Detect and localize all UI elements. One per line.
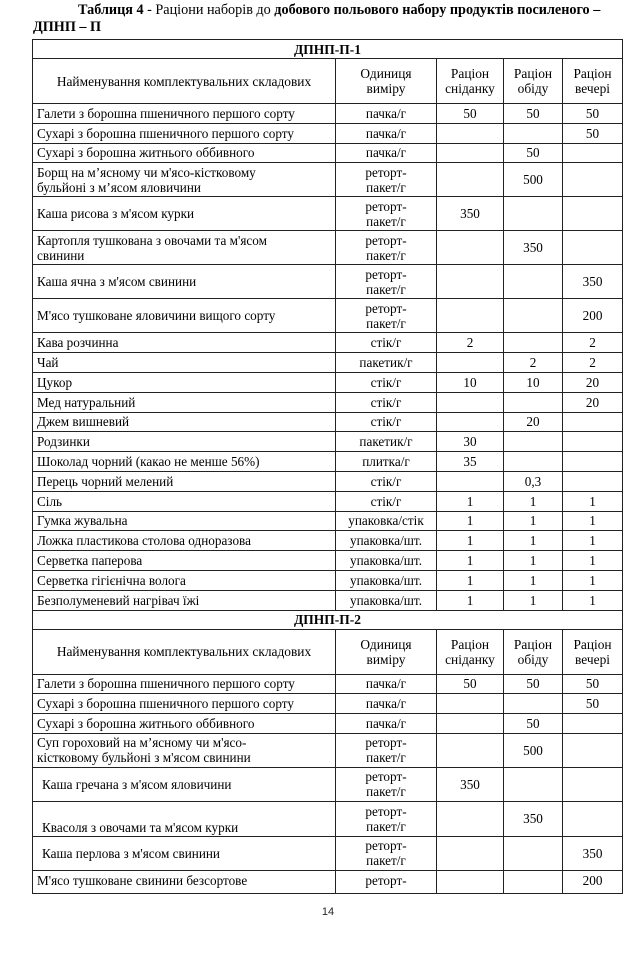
cell-lunch: [504, 265, 563, 299]
cell-unit-line2: пакет/г: [366, 247, 406, 263]
cell-unit: [336, 163, 437, 197]
cell-dinner: [563, 231, 623, 265]
cell-lunch: 10: [504, 372, 563, 392]
cell-name-text: Кава розчинна: [37, 335, 119, 351]
header-lunch-line1: Раціон: [513, 66, 553, 81]
table-row: [33, 733, 623, 767]
table-row: [33, 570, 623, 590]
cell-dinner: 50: [563, 123, 623, 143]
table-row: [33, 694, 623, 714]
cell-name-text: Безполуменевий нагрівач їжі: [37, 592, 200, 608]
header-unit-line1: Одиниця: [360, 636, 412, 652]
cell-unit-text: упаковка/шт.: [349, 533, 422, 549]
cell-lunch: 20: [504, 412, 563, 432]
cell-name: [33, 733, 336, 767]
cell-lunch: 500: [504, 733, 563, 767]
cell-name-text: Каша ячна з м'ясом свинини: [37, 274, 197, 290]
table-row: [33, 432, 623, 452]
cell-name: [33, 801, 336, 836]
cell-unit-text: стік/г: [370, 414, 402, 430]
cell-lunch: 1: [504, 511, 563, 531]
cell-unit-text: стік/г: [370, 493, 402, 509]
cell-lunch: 1: [504, 491, 563, 511]
cell-dinner: 2: [563, 333, 623, 353]
table-row: [33, 870, 623, 893]
cell-lunch: 1: [504, 531, 563, 551]
table-row: [33, 511, 623, 531]
table-row: [33, 767, 623, 801]
cell-unit-text: пачка/г: [365, 105, 407, 121]
cell-unit-line2: пакет/г: [366, 179, 406, 195]
cell-dinner: 20: [563, 392, 623, 412]
cell-dinner: [563, 471, 623, 491]
header-breakfast-line1: Раціон: [450, 636, 490, 652]
caption-text: Раціони наборів до: [155, 2, 275, 18]
cell-dinner: 50: [563, 674, 623, 694]
cell-breakfast: 2: [437, 333, 504, 353]
cell-name-text: Каша рисова з м'ясом курки: [37, 206, 195, 222]
cell-unit: [336, 801, 437, 836]
cell-breakfast: 30: [437, 432, 504, 452]
cell-unit: [336, 531, 437, 551]
cell-unit-text: стік/г: [370, 394, 402, 410]
cell-unit-line2: пакет/г: [366, 853, 406, 869]
cell-lunch: 2: [504, 353, 563, 373]
cell-name-text: М'ясо тушковане свинини безсортове: [37, 872, 248, 888]
cell-unit: [336, 870, 437, 893]
cell-lunch: 500: [504, 163, 563, 197]
cell-dinner: 350: [563, 265, 623, 299]
table-row: [33, 231, 623, 265]
cell-unit-text: пачка/г: [365, 145, 407, 161]
cell-lunch: [504, 392, 563, 412]
column-header-row: [33, 59, 623, 104]
cell-name-text: М'ясо тушковане яловичини вищого сорту: [37, 308, 276, 324]
table-row: [33, 333, 623, 353]
cell-lunch: [504, 123, 563, 143]
cell-name-text: Каша перлова з м'ясом свинини: [42, 845, 220, 861]
cell-dinner: 1: [563, 531, 623, 551]
cell-name: [33, 870, 336, 893]
header-name: [33, 59, 336, 104]
cell-name: [33, 767, 336, 801]
cell-unit-line2: пакет/г: [366, 281, 406, 297]
cell-breakfast: [437, 836, 504, 870]
header-breakfast: [437, 59, 504, 104]
cell-name-text: Сухарі з борошна житнього оббивного: [37, 716, 255, 732]
cell-lunch: 1: [504, 590, 563, 610]
cell-name: [33, 511, 336, 531]
cell-unit: [336, 674, 437, 694]
cell-breakfast: 50: [437, 104, 504, 124]
table-row: [33, 143, 623, 163]
cell-name-line2: бульйоні з м’ясом яловичини: [37, 179, 201, 195]
cell-dinner: [563, 163, 623, 197]
cell-unit: [336, 551, 437, 571]
header-unit: [336, 629, 437, 674]
header-dinner-line2: вечері: [575, 81, 610, 96]
cell-unit-line1: реторт-: [365, 838, 407, 854]
cell-dinner: [563, 432, 623, 452]
cell-breakfast: [437, 471, 504, 491]
cell-unit-line2: пакет/г: [366, 315, 406, 331]
header-dinner: [563, 629, 623, 674]
header-lunch: [504, 59, 563, 104]
cell-dinner: 1: [563, 551, 623, 571]
cell-unit-text: пачка/г: [365, 676, 407, 692]
cell-name-line2: свинини: [37, 247, 85, 263]
cell-dinner: 20: [563, 372, 623, 392]
cell-unit: [336, 767, 437, 801]
table-row: [33, 674, 623, 694]
cell-unit: [336, 197, 437, 231]
table-row: [33, 801, 623, 836]
section-title: ДПНП-П-2: [33, 610, 623, 629]
table-row: [33, 197, 623, 231]
cell-breakfast: [437, 870, 504, 893]
header-lunch-line2: обіду: [517, 651, 549, 667]
section-title: ДПНП-П-1: [33, 40, 623, 59]
cell-dinner: 1: [563, 590, 623, 610]
cell-breakfast: [437, 714, 504, 734]
table-row: [33, 452, 623, 472]
cell-name-text: Шоколад чорний (какао не менше 56%): [37, 454, 260, 470]
cell-name-text: Гумка жувальна: [37, 513, 128, 529]
cell-breakfast: [437, 299, 504, 333]
cell-unit: [336, 836, 437, 870]
cell-name: [33, 265, 336, 299]
cell-dinner: 200: [563, 299, 623, 333]
cell-unit: [336, 299, 437, 333]
cell-unit: [336, 333, 437, 353]
cell-breakfast: [437, 265, 504, 299]
cell-name-text: Сухарі з борошна пшеничного першого сорту: [37, 696, 294, 712]
cell-lunch: 1: [504, 570, 563, 590]
header-unit-line1: Одиниця: [360, 66, 412, 81]
cell-unit-text: стік/г: [370, 335, 402, 351]
cell-name-text: Сухарі з борошна житнього оббивного: [37, 145, 255, 161]
cell-name: [33, 333, 336, 353]
cell-name-text: Ложка пластикова столова одноразова: [37, 533, 251, 549]
cell-unit-line1: реторт-: [365, 198, 407, 214]
table-row: [33, 412, 623, 432]
cell-lunch: [504, 299, 563, 333]
cell-breakfast: [437, 163, 504, 197]
cell-name-line1: Картопля тушкована з овочами та м'ясом: [37, 232, 267, 248]
cell-breakfast: 1: [437, 491, 504, 511]
cell-unit-line1: реторт-: [365, 769, 407, 785]
cell-breakfast: [437, 733, 504, 767]
cell-lunch: [504, 333, 563, 353]
table-row: [33, 392, 623, 412]
cell-breakfast: [437, 694, 504, 714]
header-unit: [336, 59, 437, 104]
table-row: [33, 353, 623, 373]
cell-unit-text: упаковка/шт.: [349, 592, 422, 608]
table-row: [33, 590, 623, 610]
cell-unit: [336, 231, 437, 265]
cell-unit-text: упаковка/стік: [348, 513, 424, 529]
table-row: [33, 491, 623, 511]
cell-name: [33, 143, 336, 163]
header-dinner: [563, 59, 623, 104]
cell-lunch: [504, 432, 563, 452]
cell-dinner: 1: [563, 570, 623, 590]
cell-dinner: [563, 412, 623, 432]
column-header-row: [33, 629, 623, 674]
cell-unit: [336, 733, 437, 767]
cell-name: [33, 570, 336, 590]
cell-lunch: 0,3: [504, 471, 563, 491]
cell-name-text: Галети з борошна пшеничного першого сорту: [37, 676, 295, 692]
cell-breakfast: 10: [437, 372, 504, 392]
cell-unit-text: упаковка/шт.: [349, 572, 422, 588]
caption-label: Таблиця 4: [78, 2, 144, 18]
cell-dinner: [563, 767, 623, 801]
cell-unit: [336, 265, 437, 299]
cell-unit-line1: реторт-: [365, 232, 407, 248]
header-dinner-line2: вечері: [575, 651, 610, 667]
table-row: [33, 836, 623, 870]
cell-unit: [336, 511, 437, 531]
cell-lunch: 50: [504, 104, 563, 124]
cell-lunch: 50: [504, 674, 563, 694]
header-breakfast-line2: сніданку: [445, 81, 495, 96]
section-title-row: [33, 40, 623, 59]
cell-unit-line1: реторт-: [365, 300, 407, 316]
cell-name: [33, 491, 336, 511]
cell-unit-text: пакетик/г: [359, 355, 413, 371]
header-lunch-line2: обіду: [517, 81, 549, 96]
table-row: [33, 551, 623, 571]
cell-unit: [336, 353, 437, 373]
cell-dinner: 1: [563, 511, 623, 531]
cell-breakfast: 1: [437, 551, 504, 571]
cell-lunch: 1: [504, 551, 563, 571]
cell-unit-text: стік/г: [370, 473, 402, 489]
header-unit-line2: виміру: [366, 651, 406, 667]
cell-lunch: 50: [504, 714, 563, 734]
cell-name-line1: Суп гороховий на м’ясному чи м'ясо-: [37, 735, 247, 751]
cell-lunch: 350: [504, 801, 563, 836]
cell-name-text: Квасоля з овочами та м'ясом курки: [42, 819, 239, 835]
cell-breakfast: 1: [437, 570, 504, 590]
cell-name-text: Цукор: [37, 374, 73, 390]
cell-unit: [336, 432, 437, 452]
cell-lunch: [504, 197, 563, 231]
cell-dinner: 350: [563, 836, 623, 870]
cell-unit: [336, 123, 437, 143]
cell-breakfast: 1: [437, 590, 504, 610]
cell-dinner: [563, 197, 623, 231]
cell-unit: [336, 714, 437, 734]
table-row: [33, 714, 623, 734]
header-lunch: [504, 629, 563, 674]
cell-name: [33, 531, 336, 551]
cell-name: [33, 372, 336, 392]
cell-name: [33, 163, 336, 197]
table-row: [33, 123, 623, 143]
header-name: [33, 629, 336, 674]
cell-unit-line1: реторт-: [365, 164, 407, 180]
cell-lunch: [504, 767, 563, 801]
cell-lunch: [504, 836, 563, 870]
cell-name: [33, 392, 336, 412]
caption-text-bold: добового польового набору продуктів посиленого –: [274, 2, 601, 18]
cell-unit-line1: реторт-: [365, 266, 407, 282]
table-caption: [33, 2, 633, 36]
cell-unit-line1: реторт-: [365, 735, 407, 751]
caption-separator: -: [143, 2, 156, 18]
header-unit-line2: виміру: [366, 81, 406, 96]
header-lunch-line1: Раціон: [513, 636, 553, 652]
cell-dinner: 2: [563, 353, 623, 373]
cell-name: [33, 353, 336, 373]
cell-name: [33, 551, 336, 571]
cell-name-text: Чай: [37, 355, 59, 371]
cell-lunch: [504, 452, 563, 472]
cell-unit-line2: пакет/г: [366, 750, 406, 766]
cell-unit: [336, 104, 437, 124]
cell-breakfast: 350: [437, 197, 504, 231]
cell-dinner: 200: [563, 870, 623, 893]
table-row: [33, 265, 623, 299]
cell-name: [33, 836, 336, 870]
cell-breakfast: 1: [437, 531, 504, 551]
cell-breakfast: 50: [437, 674, 504, 694]
table-row: [33, 299, 623, 333]
cell-lunch: 50: [504, 143, 563, 163]
cell-unit-text: пачка/г: [365, 696, 407, 712]
cell-name: [33, 123, 336, 143]
cell-name: [33, 432, 336, 452]
cell-unit: [336, 143, 437, 163]
cell-name: [33, 471, 336, 491]
cell-dinner: [563, 714, 623, 734]
cell-breakfast: [437, 353, 504, 373]
cell-name: [33, 714, 336, 734]
page-number: 14: [321, 906, 335, 918]
cell-breakfast: [437, 231, 504, 265]
cell-name-text: Джем вишневий: [37, 414, 130, 430]
header-breakfast: [437, 629, 504, 674]
cell-lunch: [504, 870, 563, 893]
rations-table-body: [33, 40, 623, 894]
cell-unit-text: стік/г: [370, 374, 402, 390]
cell-name-text: Мед натуральний: [37, 394, 136, 410]
cell-unit-text: упаковка/шт.: [349, 553, 422, 569]
header-breakfast-line1: Раціон: [450, 66, 490, 81]
table-row: [33, 163, 623, 197]
cell-breakfast: [437, 412, 504, 432]
cell-breakfast: [437, 143, 504, 163]
header-dinner-line1: Раціон: [573, 636, 612, 652]
cell-name-line1: Борщ на м’ясному чи м'ясо-кістковому: [37, 164, 256, 180]
cell-name: [33, 231, 336, 265]
rations-table: [32, 39, 623, 894]
cell-name-text: Перець чорний мелений: [37, 473, 174, 489]
cell-unit-line2: пакет/г: [366, 784, 406, 800]
cell-unit-text: пакетик/г: [359, 434, 413, 450]
cell-dinner: 50: [563, 104, 623, 124]
cell-breakfast: [437, 392, 504, 412]
cell-name-text: Сіль: [37, 493, 63, 509]
cell-unit: [336, 372, 437, 392]
cell-name: [33, 452, 336, 472]
cell-unit-text: пачка/г: [365, 716, 407, 732]
cell-name: [33, 674, 336, 694]
cell-dinner: 50: [563, 694, 623, 714]
cell-lunch: [504, 694, 563, 714]
cell-dinner: [563, 452, 623, 472]
caption-line2: ДПНП – П: [33, 19, 102, 35]
cell-breakfast: 35: [437, 452, 504, 472]
cell-name-text: Серветка паперова: [37, 553, 143, 569]
cell-name: [33, 299, 336, 333]
cell-name-text: Серветка гігієнічна волога: [37, 572, 186, 588]
cell-breakfast: 1: [437, 511, 504, 531]
cell-name: [33, 694, 336, 714]
cell-name-text: Галети з борошна пшеничного першого сорту: [37, 105, 295, 121]
header-dinner-line1: Раціон: [573, 66, 612, 81]
cell-unit-text: пачка/г: [365, 125, 407, 141]
cell-name: [33, 590, 336, 610]
cell-unit-line1: реторт-: [365, 872, 407, 888]
cell-name: [33, 412, 336, 432]
section-title-row: [33, 610, 623, 629]
cell-unit: [336, 570, 437, 590]
cell-name: [33, 104, 336, 124]
cell-unit: [336, 590, 437, 610]
cell-name-text: Каша гречана з м'ясом яловичини: [42, 776, 232, 792]
cell-breakfast: 350: [437, 767, 504, 801]
cell-dinner: [563, 143, 623, 163]
cell-breakfast: [437, 801, 504, 836]
cell-lunch: 350: [504, 231, 563, 265]
header-name-text: Найменування комплектувальних складових: [56, 644, 312, 660]
cell-name-text: Сухарі з борошна пшеничного першого сорту: [37, 125, 294, 141]
cell-unit: [336, 392, 437, 412]
cell-breakfast: [437, 123, 504, 143]
header-breakfast-line2: сніданку: [445, 651, 495, 667]
cell-dinner: 1: [563, 491, 623, 511]
cell-dinner: [563, 733, 623, 767]
cell-name-text: Родзинки: [37, 434, 90, 450]
cell-unit-line2: пакет/г: [366, 213, 406, 229]
cell-unit: [336, 491, 437, 511]
cell-dinner: [563, 801, 623, 836]
cell-unit-text: плитка/г: [362, 454, 410, 470]
table-row: [33, 531, 623, 551]
cell-unit: [336, 452, 437, 472]
cell-unit: [336, 694, 437, 714]
cell-unit-line2: пакет/г: [366, 818, 406, 834]
header-name-text: Найменування комплектувальних складових: [56, 73, 312, 89]
cell-name: [33, 197, 336, 231]
table-row: [33, 372, 623, 392]
cell-name-line2: кістковому бульйоні з м'ясом свинини: [37, 750, 251, 766]
cell-unit: [336, 412, 437, 432]
table-row: [33, 471, 623, 491]
cell-unit: [336, 471, 437, 491]
table-row: [33, 104, 623, 124]
cell-unit-line1: реторт-: [365, 803, 407, 819]
